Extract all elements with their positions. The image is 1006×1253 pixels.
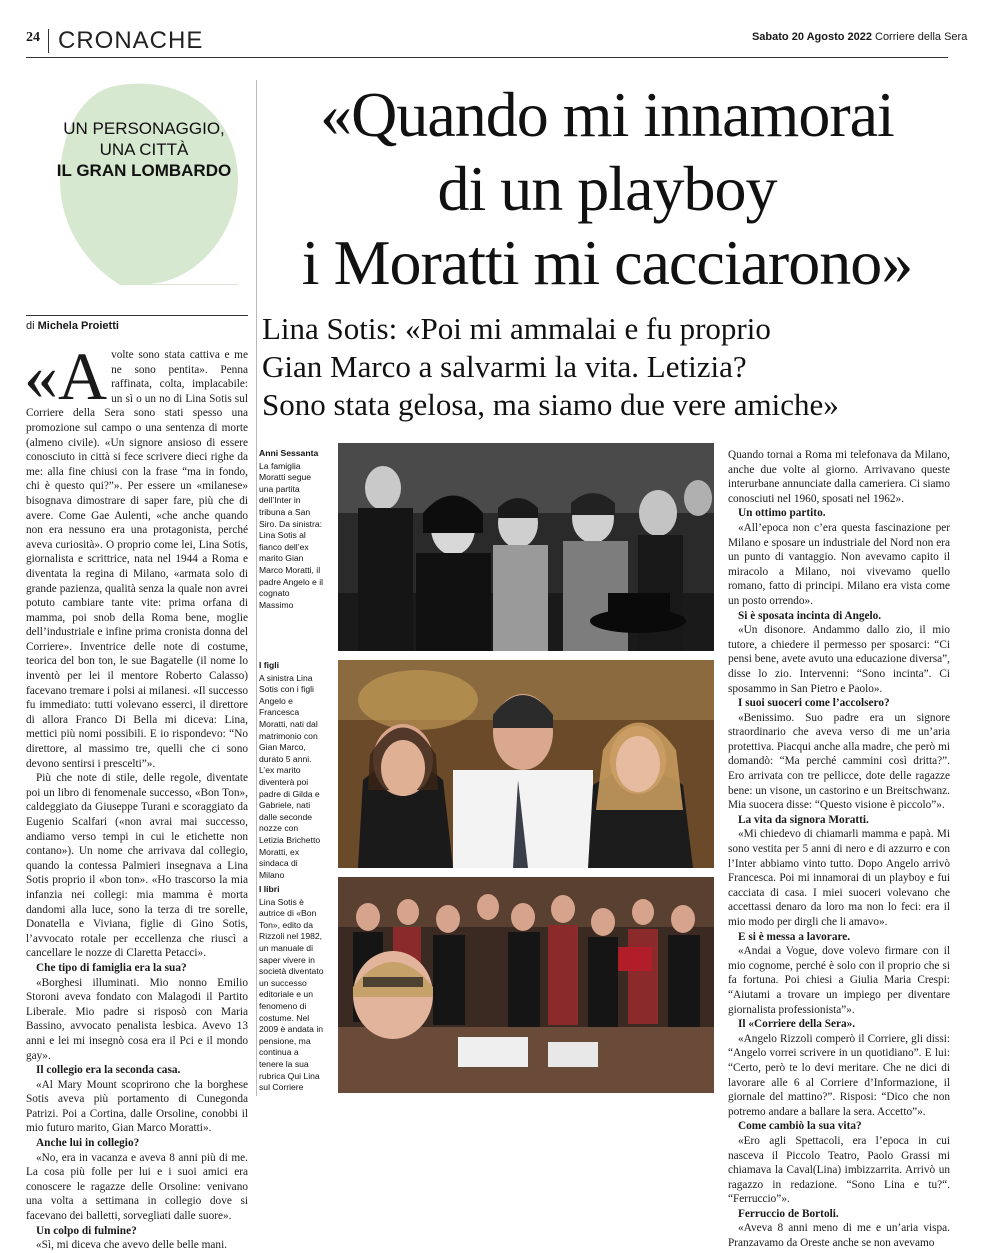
answer: «Borghesi illuminati. Mio nonno Emilio Storoni aveva fondato con Malagodi il Partito Liberale. Mio padre si risposò con Maria Bassino, avvocato penalista lesbica. Avevo 13 anni e lei mi insegnò cosa era il Pci e il mondo gay».: [26, 976, 248, 1062]
question: La vita da signora Moratti.: [738, 813, 869, 826]
page-number: 24: [26, 30, 40, 45]
caption-title: Anni Sessanta: [259, 448, 319, 458]
answer: «All’epoca non c’era questa fascinazione per Milano e sposare un industriale del Nord non era un punto di vantaggio. Non avevamo capito il miracolo a Milano, noi vivevamo quello romano, fatto di principi. Milano era vista come un posto orrendo».: [728, 521, 950, 607]
issue-date-text: Sabato 20 Agosto 2022: [751, 31, 872, 43]
caption-2: [259, 660, 325, 881]
answer: «Ero agli Spettacoli, era l’epoca in cui nasceva il Piccolo Teatro, Paolo Grassi mi chiamava la Caval(Lina) imbizzarrita. Arrivò un ragazzo in redazione. “Sono Lina e tu?“. “Ferruccio”».: [728, 1134, 950, 1206]
page-header: [0, 0, 1006, 60]
article-column-3: [728, 448, 950, 1251]
kicker-line-1: UN PERSONAGGIO,: [63, 119, 225, 138]
quote-mark-decoration: [60, 80, 240, 285]
headline-line-2: di un playboy: [437, 153, 777, 224]
question: Il collegio era la seconda casa.: [36, 1064, 181, 1077]
photo-book-event: [338, 877, 714, 1093]
article-paragraph: Più che note di stile, delle regole, diventate poi un libro di fenomenale successo, «Bon Ton», caldeggiato da Giuseppe Turani e scoraggiato da Eugenio Scalfari («non avrai mai successo, andiamo verso tempi in cui le etichette non contano»). Un nome che arrivava dal collegio, quando la contessa Palmieri insegnava a Lina Sotis proprio il «bon ton». «Ho trascorso la mia infanzia nei collegi: mia mamma è morta dandomi alla luce, sono la terza di tre sorelle, Donatella e Viviana, figlie di Gino Sotis, l’avvocato rotale per eccellenza che riuscì a cancellare le nozze di Claretta Petacci».: [26, 772, 248, 960]
question: Che tipo di famiglia era la sua?: [36, 961, 187, 974]
kicker-line-3: IL GRAN LOMBARDO: [56, 161, 232, 180]
subhead-line-3: Sono stata gelosa, ma siamo due vere amiche»: [262, 387, 839, 422]
answer: «Mi chiedevo di chiamarli mamma e papà. Mi sono vestita per 5 anni di nero e di azzurro e con l’Inter abbiamo vinto tutto. Dopo Angelo arrivò Francesca. Poi mi innamorai di un playboy e fui cacciata di casa. I miei suoceri volevano che accettassi denaro da loro ma non lo feci: era il mio modo per dirgli che li amavo».: [728, 828, 950, 928]
photo-sotis-with-children: [338, 660, 714, 868]
issue-date: [752, 31, 872, 43]
byline-author: Michela Proietti: [37, 320, 119, 332]
headline: [262, 78, 952, 300]
subhead-line-1: Lina Sotis: «Poi mi ammalai e fu proprio: [262, 311, 771, 346]
question: Ferruccio de Bortoli.: [738, 1207, 839, 1220]
header-rule: [26, 57, 948, 58]
question: I suoi suoceri come l’accolsero?: [738, 697, 890, 710]
byline-rule: [26, 315, 248, 316]
dropcap: «A: [24, 338, 108, 414]
photo-stadium-family: [338, 443, 714, 651]
caption-text: A sinistra Lina Sotis con i figli Angelo e Francesca Moratti, nati dal matrimonio con Gian Marco, durato 5 anni. L’ex marito diventerà poi padre di Gilda e Gabriele, nati dalle seconde nozze con Letizia Brichetto Moratti, ex sindaca di Milano: [259, 672, 321, 880]
kicker: [26, 118, 262, 181]
caption-text: La famiglia Moratti segue una partita dell’Inter in tribuna a San Siro. Da sinistra: Lina Sotis al fianco dell’ex marito Gian Marco Moratti, il padre Angelo e il cognato Massimo: [259, 460, 324, 610]
caption-3: [259, 884, 325, 1094]
article-paragraph: [24, 338, 248, 771]
question: E si è messa a lavorare.: [738, 930, 851, 943]
question: Un colpo di fulmine?: [36, 1224, 137, 1237]
byline: [26, 320, 119, 332]
caption-text: Lina Sotis è autrice di «Bon Ton», edito da Rizzoli nel 1982, un manuale di saper vivere in società diventato un successo editoriale e un fenomeno di costume. Nel 2009 è andata in pensione, ma continua a tenere la sua rubrica Qui Lina sul Corriere: [259, 896, 324, 1093]
question: Il «Corriere della Sera».: [738, 1018, 856, 1031]
headline-line-3: i Moratti mi cacciarono»: [301, 227, 913, 298]
answer: «Benissimo. Suo padre era un signore straordinario che aveva verso di me un’aria protettiva. Piacqui anche alla madre, che però mi domandò: “Ma perché cammini così dritta?”. Ero arrivata con tre pellicce, dote delle ragazze bene: un visone, un castorino e un Breitschwanz. Mia suocera disse: “Questo visione è piccolo”».: [728, 711, 950, 812]
answer: «Un disonore. Andammo dallo zio, il mio tutore, a chiedere il permesso per sposarci: “Ci pensi bene, avete avuto una educazione diversa”, disse lo zio. Intervenni: “Sono incinta”. Ci sposammo in San Pietro e Paolo».: [728, 624, 950, 695]
kicker-line-2: UNA CITTÀ: [99, 140, 189, 159]
answer: «Andai a Vogue, dove volevo firmare con il mio cognome, perché è solo con il proprio che si fa fortuna. Poi chiesi a Giulia Maria Crespi: “Aiutami a trovare un impiego per diventare giornalista professionista”».: [728, 945, 950, 1016]
caption-1: [259, 448, 325, 611]
caption-title: I figli: [259, 660, 280, 670]
subheadline: [262, 310, 952, 424]
newspaper-name: Corriere della Sera: [875, 31, 968, 43]
question: Anche lui in collegio?: [36, 1137, 140, 1150]
article-column-1: [24, 338, 248, 1253]
question: Come cambiò la sua vita?: [738, 1120, 862, 1133]
caption-title: I libri: [259, 884, 280, 894]
paragraph-text: volte sono stata cattiva e me ne sono pentita». Penna raffinata, colta, implacabile: un sì o un no di Lina Sotis sul Corriere della Sera sono stati spesso una promozione sul campo o una sentenza di morte (almeno civile). «Un signore ansioso di essere conosciuto in città si fece scrivere dieci righe da me: alla fine chiusi con la frase “ma in fondo, chi è questo qui?”». Per essere un «milanese» bisognava dimostrare di saper fare, più che di avere. Come Gae Aulenti, «che anche quando non era nessuno era una protagonista, perché aveva curiosità». O proprio come lei, Lina Sotis, giornalista e scrittrice, nata nel 1944 a Roma e diventata la regina di Milano, «armata solo di grande pazienza, qualità senza la quale non avrei potuto cambiare tante vite: prima orfana di mamma, poi snob della Roma bene, moglie dell’industriale e infine prima cronista donna del Corriere». Inventrice delle note di costume, teorica del bon ton, le sue Bagatelle (il nome lo inventò per lei il mentore Roberto Calasso) facevano tremare i polsi ai milanesi. «Il successo fu immediato: tutti volevano esserci, il direttore di allora Franco Di Bella mi diceva: Lina, mettici più nomi possibili. E io rispondevo: “No direttore, al massimo tre, quelli che ci sono devono sentirsi i prescelti”».: [26, 349, 248, 770]
answer: «Al Mary Mount scoprirono che la borghese Sotis aveva più portamento di Cunegonda Patrizi. Poi a Cortina, dalle Orsoline, conobbi il mio futuro marito, Gian Marco Moratti».: [26, 1078, 248, 1135]
answer: «Sì, mi diceva che avevo delle belle mani.: [36, 1239, 228, 1252]
answer: «Angelo Rizzoli comperò il Corriere, gli dissi: “Angelo vorrei scrivere in un quotidiano”. E lui: “Certo, però te lo devi meritare. Che ne dici di lavorare alle 6 al Corriere d’Informazione, il giornale del mattino?”. Risposi: “Dico che non potremo andare a ballare la sera. Accetto”».: [728, 1032, 950, 1118]
headline-line-1: «Quando mi innamorai: [320, 79, 894, 150]
question: Un ottimo partito.: [738, 507, 826, 520]
subhead-line-2: Gian Marco a salvarmi la vita. Letizia?: [262, 349, 747, 384]
byline-prefix: di: [26, 320, 35, 332]
answer: «Aveva 8 anni meno di me e un’aria vispa. Pranzavamo da Oreste anche se non avevamo: [728, 1222, 950, 1250]
column-rule: [256, 80, 257, 1096]
section-name: CRONACHE: [58, 27, 204, 54]
answer: «No, era in vacanza e aveva 8 anni più di me. La cosa più folle per lui e i suoi amici era conoscere le ragazze delle Orsoline: venivano una volta a settimana in collegio dove si facevano dei balletti, sorvegliati dalle suore».: [26, 1151, 248, 1223]
section-divider: [48, 29, 49, 53]
article-paragraph: Quando tornai a Roma mi telefonava da Milano, anche due volte al giorno. Arrivavano queste interurbane annunciate dalla cameriera. Ci siamo conosciuti nel 1960, sposati nel 1962».: [728, 449, 950, 505]
question: Si è sposata incinta di Angelo.: [738, 609, 882, 622]
